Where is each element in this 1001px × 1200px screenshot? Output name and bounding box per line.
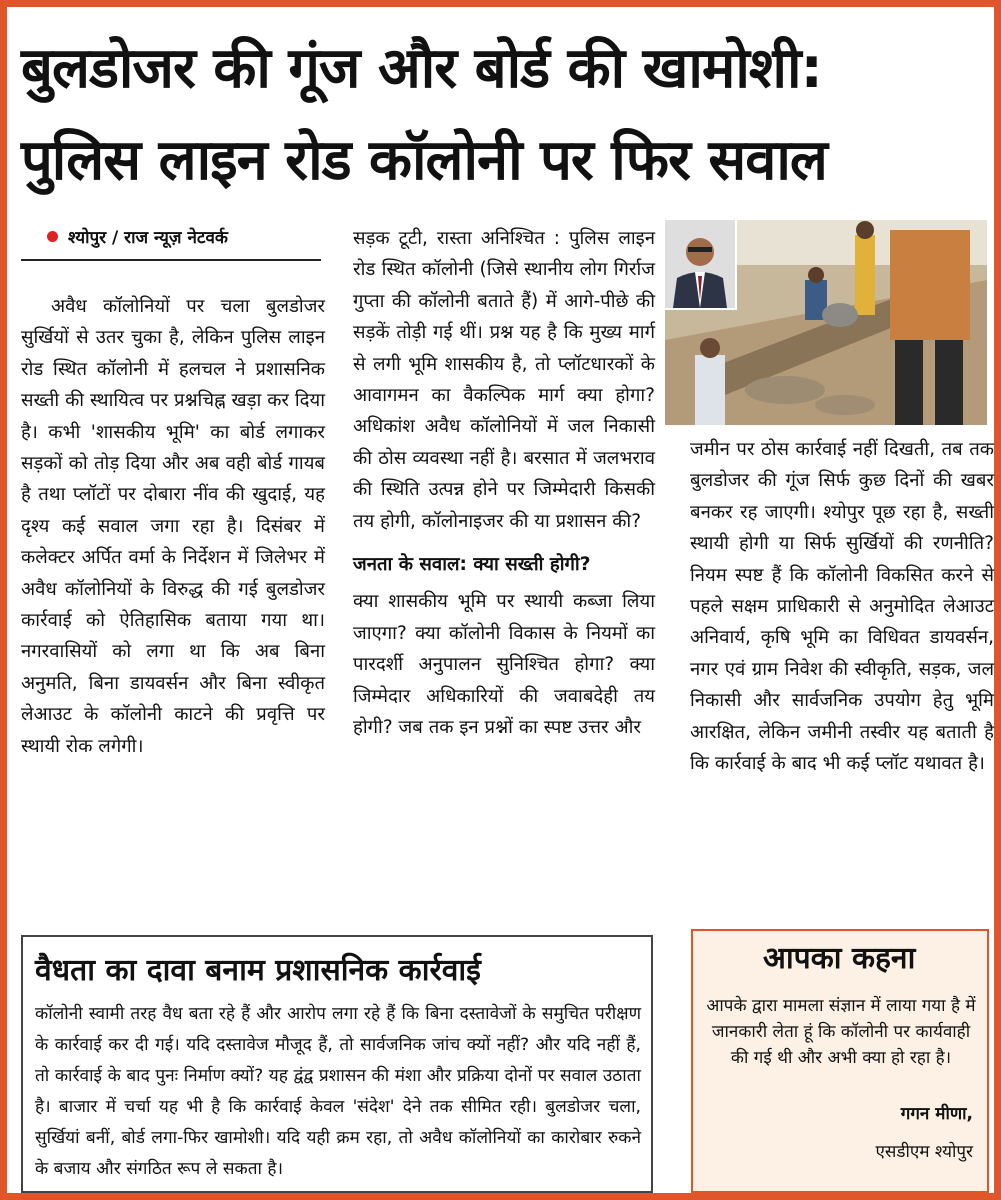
inset-portrait bbox=[665, 220, 737, 310]
person-portrait-image bbox=[665, 220, 735, 308]
byline bbox=[47, 225, 319, 248]
subheading: जनता के सवाल: क्या सख्ती होगी? bbox=[353, 554, 591, 576]
byline-divider bbox=[21, 259, 321, 261]
quote-box-title: आपका कहना bbox=[763, 941, 916, 976]
quote-text: आपके द्वारा मामला संज्ञान में लाया गया है में जानकारी लेता हूं कि कॉलोनी पर कार्यवाही की गई थी और अभी क्या हो रहा है। bbox=[706, 996, 976, 1068]
headline-line-2: पुलिस लाइन रोड कॉलोनी पर फिर सवाल bbox=[21, 128, 827, 193]
box-title: वैधता का दावा बनाम प्रशासनिक कार्रवाई bbox=[35, 953, 481, 988]
sidebar-box-legality bbox=[21, 935, 653, 1193]
box-body: कॉलोनी स्वामी तरह वैध बता रहे हैं और आरोप लगा रहे हैं कि बिना दस्तावेजों के समुचित परीक्षण के कार्रवाई कर दी गई। यदि दस्तावेज मौजूद हैं, तो सार्वजनिक जांच क्यों नहीं? और यदि नहीं हैं, तो कार्रवाई के बाद पुनः निर्माण क्यों? यह द्वंद्व प्रशासन की मंशा और प्रक्रिया दोनों पर सवाल उठाता है। बाजार में चर्चा यह भी है कि कार्रवाई केवल 'संदेश' देने तक सीमित रही। बुलडोजर चला, सुर्खियां बनीं, बोर्ड लगा-फिर खामोशी। यदि यही क्रम रहा, तो अवैध कॉलोनियों का कारोबार रुकने के बजाय और संगठित रूप ले सकता है। bbox=[35, 1004, 641, 1179]
byline-text: श्योपुर / राज न्यूज़ नेटवर्क bbox=[68, 228, 228, 248]
official-designation: एसडीएम श्योपुर bbox=[875, 1142, 973, 1162]
column-2-para-1: सड़क टूटी, रास्ता अनिश्चित : पुलिस लाइन रोड स्थित कॉलोनी (जिसे स्थानीय लोग गिर्राज गुप्ता की कॉलोनी बताते हैं) में आगे-पीछे की सड़कें तोड़ी गई थीं। प्रश्न यह है कि मुख्य मार्ग से लगी भूमि शासकीय है, तो प्लॉटधारकों के आवागमन का वैकल्पिक मार्ग क्या होगा? अधिकांश अवैध कॉलोनियों में जल निकासी की ठोस व्यवस्था नहीं है। बरसात में जलभराव की स्थिति उत्पन्न होने पर जिम्मेदारी किसकी तय होगी, कॉलोनाइजर की या प्रशासन की? bbox=[353, 228, 655, 532]
column-3-text: जमीन पर ठोस कार्रवाई नहीं दिखती, तब तक बुलडोजर की गूंज सिर्फ कुछ दिनों की खबर बनकर रह जाएगी। श्योपुर पूछ रहा है, सख्ती स्थायी होगी या सिर्फ सुर्खियों की रणनीति? नियम स्पष्ट हैं कि कॉलोनी विकसित करने से पहले सक्षम प्राधिकारी से अनुमोदित लेआउट अनिवार्य, कृषि भूमि का विधिवत डायवर्सन, नगर एवं ग्राम निवेश की स्वीकृति, सड़क, जल निकासी और सार्वजनिक उपयोग हेतु भूमि आरक्षित, लेकिन जमीनी तस्वीर यह बताती है कि कार्रवाई के बाद भी कई प्लॉट यथावत है। bbox=[690, 439, 994, 775]
article-column-3 bbox=[690, 434, 994, 779]
column-2-para-2: क्या शासकीय भूमि पर स्थायी कब्जा लिया जाएगा? क्या कॉलोनी विकास के नियमों का पारदर्शी अनुपालन सुनिश्चित होगा? क्या जिम्मेदार अधिकारियों की जवाबदेही तय होगी? जब तक इन प्रश्नों का स्पष्ट उत्तर और bbox=[353, 591, 655, 739]
quote-box bbox=[691, 929, 989, 1193]
column-1-text: अवैध कॉलोनियों पर चला बुलडोजर सुर्खियों से उतर चुका है, लेकिन पुलिस लाइन रोड स्थित कॉलोनी में हलचल ने प्रशासनिक सख्ती की स्थायित्व पर प्रश्नचिह्न खड़ा कर दिया है। कभी 'शासकीय भूमि' का बोर्ड लगाकर सड़कों को तोड़ दिया और अब वही बोर्ड गायब है तथा प्लॉटों पर दोबारा नींव की खुदाई, यह दृश्य कई सवाल जगा रहा है। दिसंबर में कलेक्टर अर्पित वर्मा के निर्देशन में जिलेभर में अवैध कॉलोनियों के विरुद्ध की गई बुलडोजर कार्रवाई को ऐतिहासिक बताया गया था। नगरवासियों को लगा था कि अब बिना अनुमति, बिना डायवर्सन और बिना स्वीकृत लेआउट के कॉलोनी काटने की प्रवृत्ति पर स्थायी रोक लगेगी। bbox=[21, 296, 325, 757]
headline bbox=[21, 23, 991, 207]
news-photo bbox=[665, 220, 987, 425]
official-name: गगन मीणा, bbox=[900, 1104, 973, 1124]
article-column-1 bbox=[21, 291, 325, 762]
headline-line-1: बुलडोजर की गूंज और बोर्ड की खामोशी: bbox=[21, 36, 822, 101]
bullet-icon bbox=[47, 231, 58, 242]
article-column-2 bbox=[353, 223, 655, 744]
